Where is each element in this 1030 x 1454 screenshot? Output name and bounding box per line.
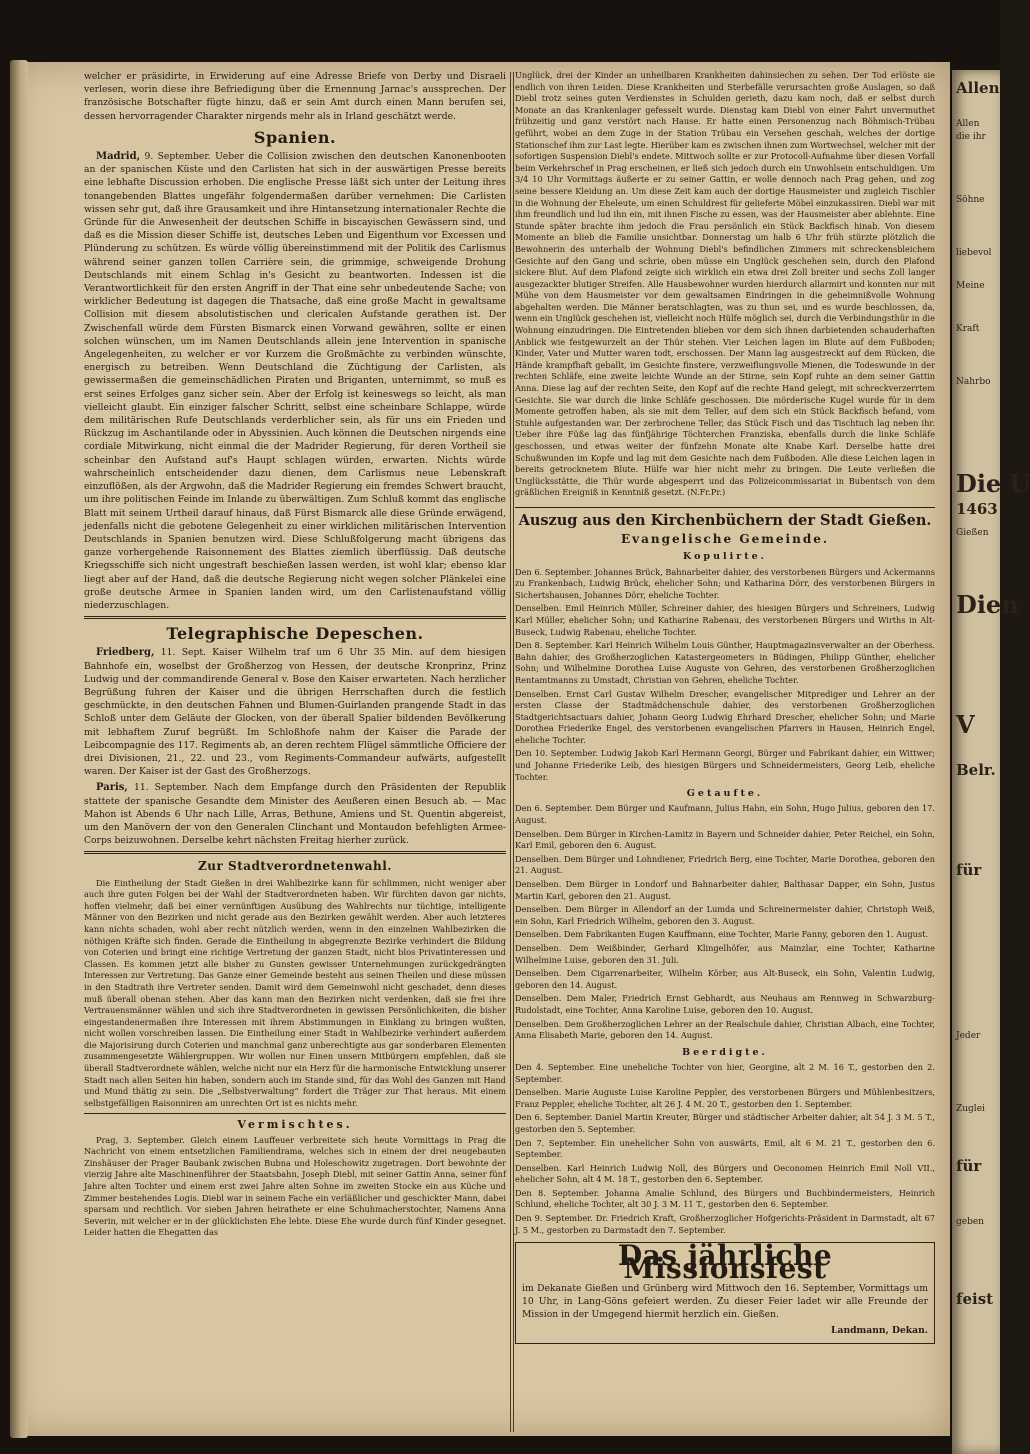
election-section	[84, 860, 506, 1239]
adjacent-page-line: für	[956, 861, 982, 879]
record-entry: Denselben. Dem Bürger in Londorf und Bahnarbeiter dahier, Balthasar Dapper, ein Sohn, Justus Martin Karl, geboren den 21. August.	[515, 879, 935, 901]
adjacent-page-line: V	[956, 710, 975, 739]
adjacent-page-line: für	[956, 1157, 982, 1175]
burials-heading: Beerdigte.	[682, 1046, 768, 1058]
adjacent-page-line: Meine	[956, 281, 985, 291]
adjacent-page-line: Belr.	[956, 761, 996, 779]
ad-text: im Dekanate Gießen und Grünberg wird Mittwoch den 16. September, Vormittags um 10 Uhr, in Lang-Göns gefeiert werden. Zu dieser Feier ladet wir alle Freunde der Mission in der Umgegend hiermit herzlich ein. Gießen.	[522, 1282, 928, 1321]
mission-festival-ad	[515, 1239, 935, 1344]
section-heading-telegrams: Telegraphische Depeschen.	[166, 624, 424, 644]
congregation-heading: Evangelische Gemeinde.	[620, 532, 830, 547]
article-text: 11. September. Nach dem Empfange durch den Präsidenten der Republik stattete der spanische Gesandte dem Minister des Aeußeren einen Besuch ab. — Mac Mahon ist Abends 6 Uhr nach Lille, Arras, Bethune, Amiens und St. Quentin abgereist, um den Manövern der von den Generalen Clinchant und Montaudon befehligten Armee-Corps beizuwohnen. Derselbe kehrt nächsten Freitag hierher zurück.	[84, 782, 507, 847]
article-text: Ueber die Collision zwischen den deutschen Kanonenbooten an der spanischen Küste und den Carlisten hat sich in der auswärtigen Presse bereits eine lebhafte Discussion erhoben. Die englische Presse läßt sich unter der Leitung ihres tonangebenden Blattes ungefähr folgendermaßen darüber vernehmen: Die Carlisten wissen sehr gut, daß ihre Grausamkeit und ihre Hintansetzung internationaler Rechte die Gründe für die Anwesenheit der deutschen Schiffe in biscayischen Gewässern sind, und daß es die Mission dieser Schiffe ist, deutsches Leben und Eigenthum vor Excessen und Plünderung zu schützen. Es würde völlig übereinstimmend mit der Politik des Carlismus während seiner ganzen tollen Carrière sein, die grimmige, schweigende Drohung Deutschlands mit einem Schlag in's Gesicht zu beantworten. Indessen ist die Verantwortlichkeit für den ersten Angriff in der That eine sehr unbedeutende Sache; von wirklicher Bedeutung ist dagegen die Thatsache, daß eine große Macht in gewaltsame Collision mit diesem absolutistischen und clericalen Aufstande gerathen ist. Der Zwischenfall würde dem Fürsten Bismarck einen Vorwand gewähren, sollte er einen solchen wünschen, um im Namen Deutschlands allein jene Intervention in spanische Angelegenheiten, zu welcher er vor Kurzem die Großmächte zu verbinden wünschte, energisch zu betreiben. Wenn Deutschland die Züchtigung der Carlisten, als gewissermaßen die gemeinschädlichen Piraten und Briganten, unternimmt, so muß es erst seines Erfolges ganz sicher sein. Aber der Erfolg ist keineswegs so leicht, als man vielleicht glaubt. Ein einziger falscher Schritt, selbst eine scheinbare Schlappe, würde dem militärischen Rufe Deutschlands verderblicher sein, als für uns ein Frieden und Rückzug im Aschantilande oder in Abyssinien. Auch können die Deutschen nirgends eine cordiale Mitwirkung, nicht einmal die der Madrider Regierung, für deren Vortheil sie scheinbar den Aufstand auf's Haupt schlagen würden, erwarten. Nichts würde wahrscheinlich entscheidender dazu dienen, dem Carlismus neue Lebenskraft einzuflößen, als der Argwohn, daß die Madrider Regierung ein fremdes Schwert braucht, um ihre politischen Feinde im Inlande zu überwältigen. Zum Schluß kommt das englische Blatt mit seinem Urtheil darauf hinaus, daß Fürst Bismarck alle diese Gründe erwägend, jedenfalls nicht die gebotene Gelegenheit zu einer wirklichen militärischen Intervention Deutschlands in Spanien benutzen wird. Diese Schlußfolgerung macht übrigens das ganze vorhergehende Raisonnement des Blattes ziemlich überflüssig. Daß deutsche Kriegsschiffe sich nicht ungestraft beschießen lassen werden, ist wohl klar; ebenso klar liegt aber auf der Hand, daß die deutsche Regierung nicht wegen solcher Plänkelei eine große deutsche Armee in Spanien landen wird, um den Carlistenaufstand völlig niederzuschlagen.	[84, 151, 507, 611]
misc-continuation	[515, 70, 935, 499]
record-entry: Den 9. September. Dr. Friedrich Kraft, Großherzoglicher Hofgerichts-Präsident in Darmstadt, alt 67 J. 5 M., gestorben zu Darmstadt den 7. September.	[515, 1213, 935, 1235]
adjacent-page-line: Zuglei	[956, 1104, 985, 1114]
record-entry: Denselben. Karl Heinrich Ludwig Noll, des Bürgers und Oeconomen Heinrich Emil Noll VII., ehelicher Sohn, alt 4 M. 18 T., gestorben den 6. September.	[515, 1162, 935, 1185]
record-entry: Denselben. Dem Cigarrenarbeiter, Wilhelm Körber, aus Alt-Buseck, ein Sohn, Valentin Ludwig, geboren den 14. August.	[515, 968, 935, 990]
adjacent-page-line: Allen	[956, 119, 980, 129]
section-heading-spain: Spanien.	[253, 127, 337, 147]
record-entry: Denselben. Dem Fabrikanten Eugen Kauffmann, eine Tochter, Marie Fanny, geboren den 1. August.	[515, 929, 929, 940]
adjacent-page-line: Allen	[956, 79, 1000, 97]
record-entry: Denselben. Dem Weißbinder, Gerhard Klingelhöfer, aus Mainzlar, eine Tochter, Katharine Wilhelmine Luise, geboren den 31. Juli.	[515, 943, 935, 965]
record-entry: Denselben. Dem Maler, Friedrich Ernst Gebhardt, aus Neuhaus am Rennweg in Schwarzburg-Rudolstadt, eine Tochter, Anna Karoline Luise, geboren den 10. August.	[515, 993, 935, 1015]
record-entry: Denselben. Dem Großherzoglichen Lehrer an der Realschule dahier, Christian Albach, eine Tochter, Anna Elisabeth Marie, geboren den 14. August.	[515, 1018, 935, 1041]
church-records	[515, 550, 935, 1236]
adjacent-page-fragment	[952, 70, 1030, 1454]
right-column	[515, 70, 935, 1344]
record-entry: Denselben. Dem Bürger in Kirchen-Lamitz in Bayern und Schneider dahier, Peter Reichel, ein Sohn, Karl Emil, geboren den 6. August.	[515, 828, 935, 851]
record-entry: Denselben. Marie Auguste Luise Karoline Peppler, des verstorbenen Bürgers und Mühlenbesitzers, Franz Peppler, eheliche Tochter, alt 26 J. 4 M. 20 T., gestorben den 1. September.	[515, 1087, 935, 1109]
record-entry: Denselben. Ernst Carl Gustav Wilhelm Drescher, evangelischer Mitprediger und Lehrer an der ersten Classe der Stadtmädchenschule dahier, des verstorbenen Großherzoglichen Stadtgerichtsactuars dahier, Johann Georg Ludwig Ehrhard Drescher, ehelicher Sohn; und Marie Dorothea Friederike Engel, des verstorbenen evangelischen Pfarrers in Hausen, Heinrich Engel, eheliche Tochter.	[515, 688, 935, 745]
article-text: Unglück, drei der Kinder an unheilbaren Krankheiten dahinsiechen zu sehen. Der Tod erlöste sie endlich von ihren Leiden. Diese Krankheiten und Sterbefälle verursachten große Auslagen, so daß Diebl trotz seines guten Verdienstes in Schulden gerieth, dazu kam noch, daß er selbst durch Monate an das Krankenlager gefesselt wurde. Dienstag kam Diebl von einer Fahrt unvermuthet frühzeitig und ganz verstört nach Hause. Er hatte einen Personenzug nach Böhmisch-Trübau geführt, wobei an dem Zuge in der Station Trübau ein Versehen geschah, welches der dortige Stationschef ihm zur Last legte. Hierüber kam es zwischen ihnen zum Wortwechsel, welcher mit der sofortigen Suspension Diebl's endete. Mittwoch sollte er zur Protocoll-Aufnahme über diesen Vorfall beim Verkehrschef in Prag erscheinen, er ließ sich jedoch durch ein Unwohlsein entschuldigen. Um 3/4 10 Uhr Vormittags äußerte er zu seiner Gattin, er wolle dennoch nach Prag gehen, und zog seine bessere Kleidung an. Um diese Zeit kam auch der dortige Hausmeister und zugleich Tischler in die Wohnung der Eheleute, um einen Schuldrest für gelieferte Möbel einzukassiren. Diebl war mit ihm freundlich und lud ihn ein, mit ihnen Fische zu essen, was der Hausmeister aber ablehnte. Eine Stunde später brachte ihm jedoch die Frau persönlich ein Stück Backfisch hinab. Von diesem Momente an blieb die Familie unsichtbar. Donnerstag um halb 6 Uhr früh stürzte plötzlich die Bewohnerin des unterhalb der Wohnung Diebl's befindlichen Zimmers mit schreckensbleichem Gesichte auf den Gang und schrie, oben müsse ein Unglück geschehen sein, durch den Plafond sickere Blut. Auf dem Plafond zeigte sich wirklich ein etwa drei Zoll breiter und sechs Zoll langer ausgezackter blutiger Streifen. Alle Hausbewohner wurden hierdurch allarmirt und konnten nur mit Mühe von dem Hausmeister vor dem gewaltsamen Eindringen in die geheimnißvolle Wohnung abgehalten werden. Die Männer beratschlagten, was zu thun sei, und es wurde beschlossen, da, wenn ein Unglück geschehen ist, vielleicht noch Hülfe möglich sei, durch die Verbindungsthür in die Wohnung einzudringen. Die Eintretenden blieben vor dem sich ihnen darbietenden schauderhaften Anblick wie festgewurzelt an der Thür stehen. Vier Leichen lagen im Blute auf dem Fußboden; Kinder, Vater und Mutter waren todt, erschossen. Der Mann lag ausgestreckt auf dem Rücken, die Hände krampfhaft geballt, im Gesichte finstere, verzweiflungsvolle Mienen, die Todeswunde in der rechten Schläfe, eine zweite leichte Wunde an der Stirne, sein Kopf ruhte an dem seiner Gattin Anna. Diese lag auf der rechten Seite, den Kopf auf die rechte Hand gelegt, mit schreckverzerrtem Gesichte. Sie war durch die linke Schläfe geschossen. Die mörderische Kugel wurde für in dem Momente getroffen haben, als sie mit dem Teller, auf dem sich ein Stück Backfisch befand, vom Stuhle aufgestanden war. Der zerbrochene Teller, das Stück Fisch und das Tischtuch lag neben ihr. Ueber ihre Füße lag das fünfjährige Töchterchen Franziska, ebenfalls durch die linke Schläfe geschossen, und etwas weiter der fünfzehn Monate alte Knabe Karl. Derselbe hatte drei Schußwunden im Kopfe und lag mit dem Gesichte nach dem Fußboden. Alle diese Leichen lagen in bereits getrocknetem Blute. Hülfe war hier nicht mehr zu bringen. Die Leute verließen die Unglücksstätte, die Thür wurde abgesperrt und das Polizeicommissariat in Bubentsch von dem gräßlichen Ereigniß in Kenntniß gesetzt. (N.Fr.Pr.)	[515, 70, 935, 498]
adjacent-page-line: Dien	[956, 590, 1019, 619]
adjacent-page-line: Nahrbo	[956, 377, 991, 387]
section-heading-misc: Vermischtes.	[237, 1118, 353, 1132]
adjacent-page-line: Die U	[956, 469, 1030, 498]
spain-article	[84, 150, 506, 612]
adjacent-page-line: geben	[956, 1217, 984, 1227]
record-entry: Den 4. September. Eine uneheliche Tochter von hier, Georgine, alt 2 M. 16 T., gestorben den 2. September.	[515, 1061, 935, 1084]
left-column	[84, 70, 506, 1242]
dateline-date: 9. September.	[144, 151, 211, 163]
article-text: Die Eintheilung der Stadt Gießen in drei Wahlbezirke kann für schlimmen, nicht weniger aber auch ihre guten Folgen bei der Wahl der Stadtverordneten haben. Wir fürchten davon gar nichts, hoffen vielmehr, daß bei einer vernünftigen Ausübung des Wahlrechts nur tüchtige, intelligente Männer von den Bezirken und nicht gerade aus den Bezirken gewählt werden. Aber auch letzteres kann nichts schaden, wohl aber recht nützlich werden, wenn in den einzelnen Wahlbezirken die nöthigen Kräfte sich finden. Gerade die Eintheilung in abgegrenzte Bezirke verhindert die Bildung von Coterien und bringt eine richtige Vertretung der ganzen Stadt, nicht blos Privatinteressen und Classen. Es kommen jetzt alle bisher zu Gunsten gewisser Unternehmungen zurückgedrängten Interessen zur Vertretung. Das Ganze einer Gemeinde besteht aus seinen Theilen und diese müssen in den Stadtrath ihre Vertreter senden. Damit wird dem Gemeinwohl nicht geschadet, denn dieses muß überall obenan stehen. Aber das kann man den Bezirken nicht verdenken, daß sie frei ihre Vertrauensmänner wählen und sich ihre Stadtverordneten in gewissen Persönlichkeiten, die bisher eingestandenermaßen ihre Interessen mit ihrem Abstimmungen in Einklang zu bringen wußten, nicht wollen vorschreiben lassen. Die Eintheilung einer Stadt in Wahlbezirke verhindert außerdem die Majorisirung durch Coterien und manchmal ganz unberechtigte aus gar sonderbaren Elementen zusammengesetzte Wählergruppen. Wir wollen nur Einen unsern Mitbürgern empfehlen, daß sie überall Stadtverordnete wählen, welche nicht nur ein Herz für die harmonische Entwicklung unserer Stadt nach allen Seiten hin haben, sondern auch im Stande sind, für das Wohl des Ganzen mit Hand und Mund thätig zu sein. Die „Selbstverwaltung“ fordert die Träger zur That heraus. Mit einem selbstgefälligen Raisonniren am unrechten Ort ist es nichts mehr.	[84, 877, 506, 1108]
record-entry: Denselben. Dem Bürger in Allendorf an der Lumda und Schreinermeister dahier, Christoph Weiß, ein Sohn, Karl Friedrich Wilhelm, geboren den 3. August.	[515, 904, 935, 926]
record-entry: Den 6. September. Daniel Martin Kreuter, Bürger und städtischer Arbeiter dahier, alt 54 J. 3 M. 5 T., gestorben den 5. September.	[515, 1112, 935, 1134]
adjacent-page-line: liebevol	[956, 248, 992, 258]
record-entry: Denselben. Dem Bürger und Lohndiener, Friedrich Berg, eine Tochter, Marie Dorothea, geboren den 21. August.	[515, 853, 935, 876]
adjacent-page-line: die ihr	[956, 132, 986, 142]
section-rule	[84, 616, 506, 619]
record-entry: Den 10. September. Ludwig Jakob Karl Hermann Georgi, Bürger und Fabrikant dahier, ein Wittwer; und Johanne Friederike Leib, des hiesigen Bürgers und Schneidermeisters, Georg Leib, eheliche Tochter.	[515, 748, 935, 782]
record-entry: Den 8. September. Karl Heinrich Wilhelm Louis Günther, Hauptmagazinsverwalter an der Oberhess. Bahn dahier, des Großherzoglichen Katastergeometers in Büdingen, Philipp Günther, ehelicher Sohn; und Wilhelmine Dorothea Luise Auguste von Gehren, des verstorbenen Großherzoglichen Rentamtmanns zu Umstadt, Christian von Gehren, eheliche Tochter.	[515, 640, 935, 685]
marriages-heading: Kopulirte.	[683, 551, 767, 563]
baptisms-heading: Getaufte.	[686, 788, 764, 800]
adjacent-page-line: Jeder	[956, 1031, 981, 1041]
column-divider	[513, 72, 514, 1432]
record-entry: Den 7. September. Ein unehelicher Sohn von auswärts, Emil, alt 6 M. 21 T., gestorben den 6. September.	[515, 1137, 935, 1160]
dateline-place: Madrid,	[96, 151, 141, 163]
dateline-place: Paris,	[96, 782, 128, 794]
telegram-paris	[84, 781, 506, 847]
book-spine-edge	[10, 60, 28, 1438]
article-text: Prag, 3. September. Gleich einem Lauffeuer verbreitete sich heute Vormittags in Prag die Nachricht von einem entsetzlichen Familiendrama, welches sich in einem der drei neugebauten Zinshäuser der Prager Baubank zwischen Bubna und Holeschowitz zugetragen. Dort bewohnte der vierzig Jahre alte Maschinenführer der Staatsbahn, Joseph Diebl, mit seiner Gattin Anna, seiner fünf Jahre alten Tochter und einem erst zwei Jahre alten Sohne im zweiten Stocke ein aus Küche und Zimmer bestehendes Logis. Diebl war in seinem Fache ein verläßlicher und geschickter Mann, dabei sparsam und rechtlich. Vor sieben Jahren heirathete er eine Schuhmacherstochter, Namens Anna Severin, mit welcher er in der glücklichsten Ehe lebte. Diese Ehe wurde durch fünf Kinder gesegnet. Leider hatten die Ehegatten das	[84, 1134, 506, 1238]
ad-signature: Landmann, Dekan.	[831, 1325, 928, 1337]
dateline-place: Friedberg,	[96, 647, 155, 659]
adjacent-page-line: Gießen	[956, 528, 989, 538]
adjacent-page-line: Kraft	[956, 324, 980, 334]
record-entry: Denselben. Emil Heinrich Müller, Schreiner dahier, des hiesigen Bürgers und Schreiners, Ludwig Karl Müller, ehelicher Sohn; und Katharine Rabenau, des verstorbenen Bürgers und Wirths in Alt-Buseck, Ludwig Rabenau, eheliche Tochter.	[515, 603, 935, 637]
ad-title: Das jährliche Missionsfest	[617, 1239, 833, 1286]
intro-paragraph: welcher er präsidirte, in Erwiderung auf eine Adresse Briefe von Derby und Disraeli verlesen, worin diese ihre Befriedigung über die Ernennung Jarnac's aussprechen. Der französische Botschafter fügte hinzu, daß er sein Amt durch einen Mann berufen sei, dessen hervorragender Charakter nirgends mehr als in Irland geschätzt werde.	[84, 71, 506, 122]
church-records-heading: Auszug aus den Kirchenbüchern der Stadt Gießen.	[515, 507, 935, 527]
record-entry: Den 6. September. Johannes Brück, Bahnarbeiter dahier, des verstorbenen Bürgers und Ackermanns zu Frankenbach, Ludwig Brück, ehelicher Sohn; und Katharina Dörr, des verstorbenen Bürgers in Sichertshausen, Johannes Dörr, eheliche Tochter.	[515, 566, 935, 600]
section-rule	[84, 1113, 506, 1114]
article-text: 11. Sept. Kaiser Wilhelm traf um 6 Uhr 35 Min. auf dem hiesigen Bahnhofe ein, woselbst der Großherzog von Hessen, der deutsche Kronprinz, Prinz Ludwig und der commandirende General v. Bose den Kaiser erwarteten. Nach herzlicher Begrüßung fuhren der Kaiser und die übrigen Herrschaften durch die festlich geschmückte, in den deutschen Fahnen und Blumen-Guirlanden prangende Stadt in das Schloß unter dem Geläute der Glocken, von der überall Spalier bildenden Bevölkerung mit lebhaftem Zuruf begrüßt. Im Schloßhofe nahm der Kaiser die Parade der Leibcompagnie des 117. Regiments ab, an deren rechtem Flügel sämmtliche Officiere der drei Divisionen, 21., 22. und 23., vom Regiments-Commandeur aufwärts, aufgestellt waren. Der Kaiser ist der Gast des Großherzogs.	[84, 647, 506, 778]
section-rule	[84, 851, 506, 854]
record-entry: Den 6. September. Dem Bürger und Kaufmann, Julius Hahn, ein Sohn, Hugo Julius, geboren den 17. August.	[515, 803, 935, 826]
column-divider	[510, 72, 511, 1432]
section-heading-election: Zur Stadtverordnetenwahl.	[198, 859, 392, 874]
adjacent-page-line: Söhne	[956, 195, 985, 205]
adjacent-page-line: feist	[956, 1290, 994, 1308]
telegram-friedberg	[84, 646, 506, 778]
adjacent-page-line: 1463	[956, 500, 998, 518]
record-entry: Den 8. September. Johanna Amalie Schlund, des Bürgers und Buchbindermeisters, Heinrich Schlund, eheliche Tochter, alt 30 J. 3 M. 11 T., gestorben den 6. September.	[515, 1187, 935, 1210]
